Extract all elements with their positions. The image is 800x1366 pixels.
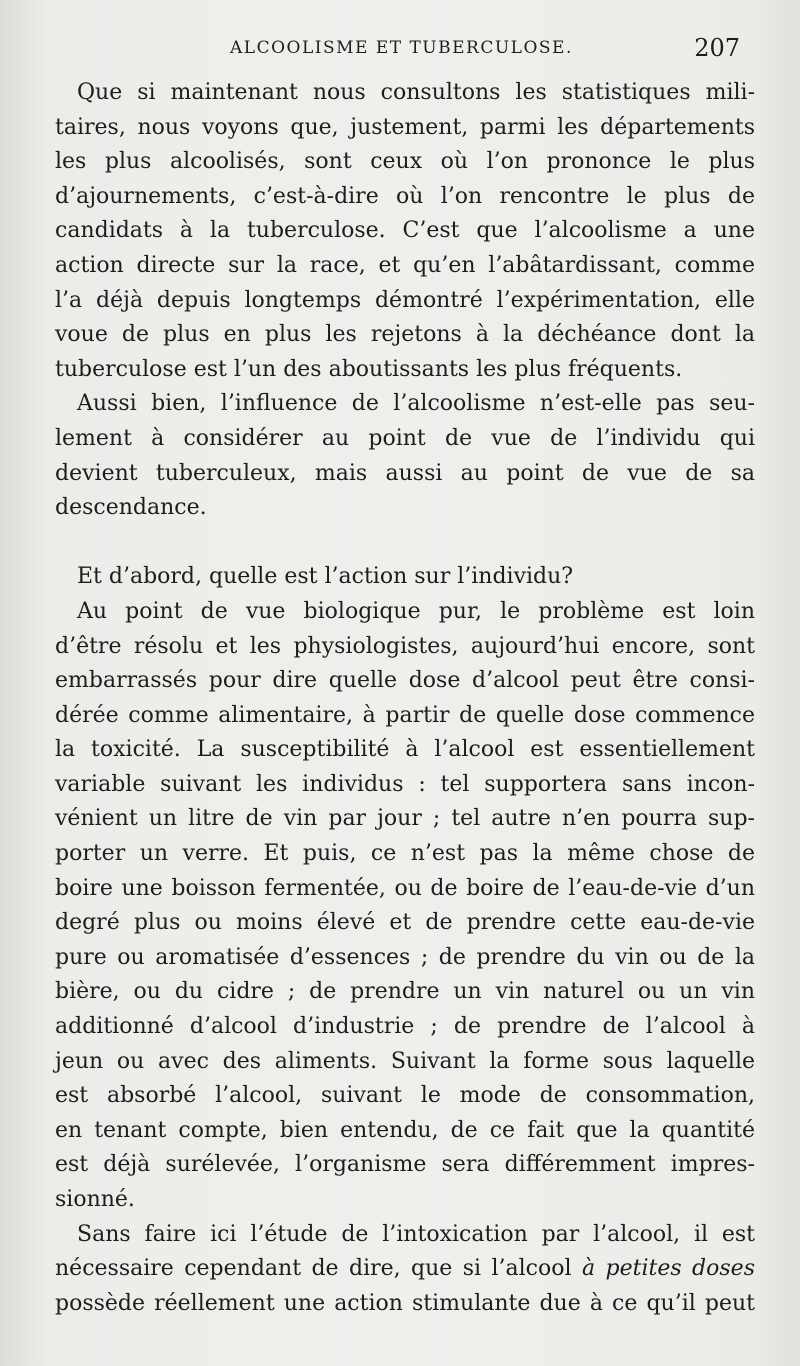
text-line: tuberculose est l’un des aboutissants les plus fréquents. bbox=[55, 356, 683, 382]
text-line: pure ou aromatisée d’essences ; de prendre du vin ou de la bbox=[55, 944, 755, 970]
italic-phrase: à petites doses bbox=[581, 1256, 755, 1282]
paragraph-gap bbox=[55, 526, 755, 561]
text-line: en tenant compte, bien entendu, de ce fait que la quantité bbox=[55, 1117, 755, 1143]
text-line: possède réellement une action stimulante due à ce qu’il peut bbox=[55, 1290, 755, 1316]
text-line: porter un verre. Et puis, ce n’est pas la même chose de bbox=[55, 841, 755, 867]
text-line: additionné d’alcool d’industrie ; de prendre de l’alcool à bbox=[55, 1014, 755, 1040]
text-line: est absorbé l’alcool, suivant le mode de consommation, bbox=[55, 1083, 755, 1109]
text-line: bière, ou du cidre ; de prendre un vin naturel ou un vin bbox=[55, 979, 755, 1005]
text-line: variable suivant les individus : tel supportera sans incon- bbox=[55, 771, 755, 797]
text-line: action directe sur la race, et qu’en l’abâtardissant, comme bbox=[55, 252, 755, 278]
text-line: embarrassés pour dire quelle dose d’alcool peut être consi- bbox=[55, 668, 755, 694]
text-line: d’ajournements, c’est-à-dire où l’on rencontre le plus de bbox=[55, 183, 755, 209]
text-line: est déjà surélevée, l’organisme sera différemment impres- bbox=[55, 1152, 755, 1178]
text-segment: nécessaire cependant de dire, que si l’alcool bbox=[55, 1256, 572, 1282]
running-title: ALCOOLISME ET TUBERCULOSE. bbox=[230, 38, 573, 58]
page-number: 207 bbox=[694, 34, 740, 62]
text-line-with-italic bbox=[55, 1252, 755, 1287]
text-line: boire une boisson fermentée, ou de boire de l’eau-de-vie d’un bbox=[55, 875, 755, 901]
text-line: devient tuberculeux, mais aussi au point de vue de sa bbox=[55, 460, 755, 486]
text-line: Aussi bien, l’influence de l’alcoolisme n’est-elle pas seu- bbox=[77, 391, 755, 417]
text-line: Et d’abord, quelle est l’action sur l’individu? bbox=[77, 564, 574, 590]
page-header bbox=[0, 32, 800, 72]
body-text bbox=[55, 76, 755, 1321]
text-line: les plus alcoolisés, sont ceux où l’on prononce le plus bbox=[55, 149, 755, 175]
text-line: sionné. bbox=[55, 1187, 135, 1212]
text-line: dérée comme alimentaire, à partir de quelle dose commence bbox=[55, 702, 755, 728]
text-line: la toxicité. La susceptibilité à l’alcool est essentiellement bbox=[55, 737, 755, 763]
text-line: degré plus ou moins élevé et de prendre cette eau-de-vie bbox=[55, 910, 755, 936]
text-line: Que si maintenant nous consultons les statistiques mili- bbox=[77, 80, 755, 105]
text-line: lement à considérer au point de vue de l’individu qui bbox=[55, 425, 755, 451]
text-line: Sans faire ici l’étude de l’intoxication par l’alcool, il est bbox=[77, 1221, 755, 1247]
text-line: Au point de vue biologique pur, le problème est loin bbox=[77, 598, 755, 624]
text-line: jeun ou avec des aliments. Suivant la forme sous laquelle bbox=[55, 1048, 755, 1074]
text-line: vénient un litre de vin par jour ; tel autre n’en pourra sup- bbox=[55, 806, 755, 832]
text-line: descendance. bbox=[55, 495, 207, 521]
text-line: d’être résolu et les physiologistes, aujourd’hui encore, sont bbox=[55, 633, 755, 659]
text-line: taires, nous voyons que, justement, parmi les départements bbox=[55, 114, 755, 140]
text-line: candidats à la tuberculose. C’est que l’alcoolisme a une bbox=[55, 218, 755, 244]
text-line: l’a déjà depuis longtemps démontré l’expérimentation, elle bbox=[55, 287, 755, 313]
text-line: voue de plus en plus les rejetons à la déchéance dont la bbox=[55, 322, 755, 348]
